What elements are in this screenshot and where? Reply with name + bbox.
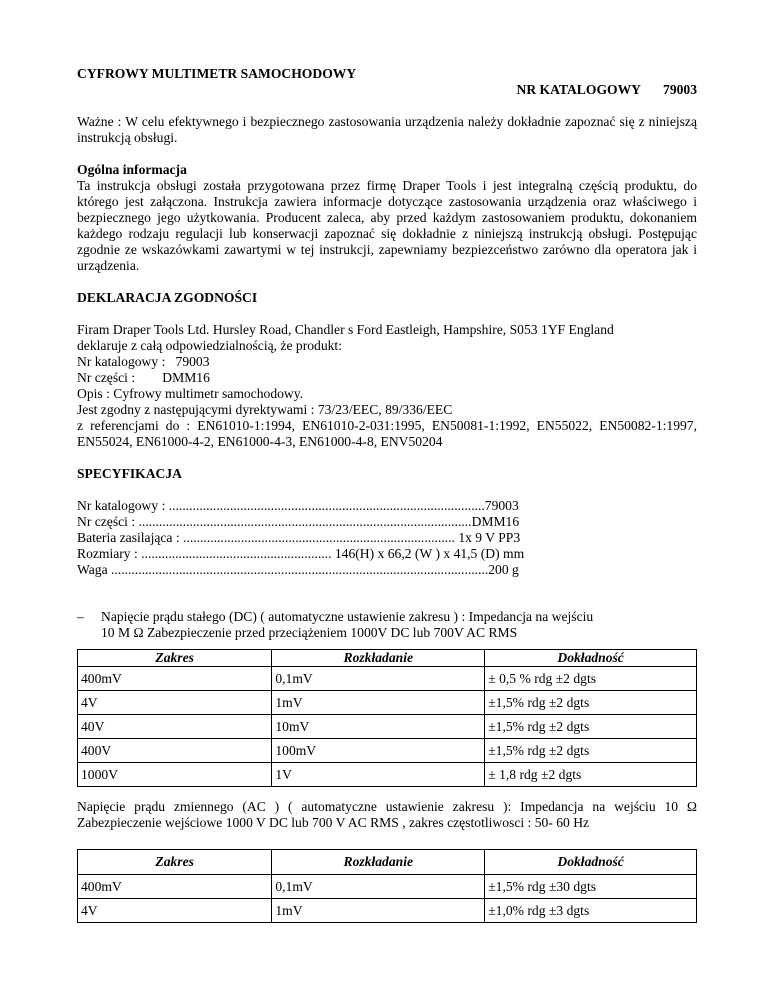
cell-accuracy: ±1,0% rdg ±3 dgts (485, 899, 697, 923)
cell-accuracy: ±1,5% rdg ±2 dgts (485, 739, 697, 763)
table-header-row (78, 650, 697, 667)
cell-accuracy: ± 1,8 rdg ±2 dgts (485, 763, 697, 787)
document-title: CYFROWY MULTIMETR SAMOCHODOWY (77, 66, 357, 81)
cell-range: 400mV (78, 875, 272, 899)
declaration-heading: DEKLARACJA ZGODNOŚCI (77, 290, 258, 305)
cell-resolution: 1mV (272, 899, 485, 923)
catalog-label: NR KATALOGOWY (516, 82, 642, 97)
general-text: Ta instrukcja obsługi została przygotowana przez firmę Draper Tools i jest integralną częścią produktu, do którego jest załączona. Instrukcja zawiera informacje dotyczące zastosowania urządzenia oraz właściwego i bezpiecznego jego użytkowania. Producent zaleca, aby przed każdym zastosowaniem produktu, dokonaniem każdego rodzaju regulacji lub konserwacji zapoznać się dokładnie z niniejszą instrukcją obsługi. Postępując zgodnie ze wskazówkami zawartymi w tej instrukcji, zapewniamy bezpiezceństwo zarówno dla operatora jak i urządzenia. (77, 178, 697, 273)
cell-accuracy: ± 0,5 % rdg ±2 dgts (485, 667, 697, 691)
cell-resolution: 10mV (272, 715, 485, 739)
spec-line: Rozmiary : ........................................................ 146(H) x 66,2 (W ) x 41,5 (D) mm (77, 546, 525, 561)
cell-resolution: 0,1mV (272, 667, 485, 691)
catalog-number: 79003 (663, 82, 697, 97)
header-resolution: Rozkładanie (272, 850, 485, 875)
table-header-row (78, 850, 697, 875)
cell-range: 4V (78, 691, 272, 715)
declaration-line: Firam Draper Tools Ltd. Hursley Road, Chandler s Ford Eastleigh, Hampshire, S053 1YF England (77, 322, 614, 337)
table-row (78, 875, 697, 899)
cell-resolution: 100mV (272, 739, 485, 763)
table-row (78, 763, 697, 787)
spec-line: Bateria zasilająca : ................................................................................ 1x 9 V PP3 (77, 530, 521, 545)
declaration-references: z referencjami do : EN61010-1:1994, EN61010-2-031:1995, EN50081-1:1992, EN55022, EN50082-1:1997, EN55024, EN61000-4-2, EN61000-4-3, EN61000-4-8, ENV50204 (77, 418, 697, 449)
document-body (77, 66, 697, 578)
cell-accuracy: ±1,5% rdg ±30 dgts (485, 875, 697, 899)
cell-resolution: 0,1mV (272, 875, 485, 899)
header-resolution: Rozkładanie (272, 650, 485, 667)
spec-heading: SPECYFIKACJA (77, 466, 182, 481)
cell-accuracy: ±1,5% rdg ±2 dgts (485, 691, 697, 715)
declaration-line: deklaruje z całą odpowiedzialnością, że produkt: (77, 338, 342, 353)
cell-range: 40V (78, 715, 272, 739)
header-range: Zakres (78, 850, 272, 875)
table-row (78, 691, 697, 715)
cell-range: 4V (78, 899, 272, 923)
declaration-line: Nr katalogowy : 79003 (77, 354, 210, 369)
dc-voltage-description (77, 609, 697, 641)
ac-voltage-description: Napięcie prądu zmiennego (AC ) ( automatyczne ustawienie zakresu ): Impedancja na wejściu 10 Ω Zabezpieczenie wejściowe 1000 V DC lub 700 V AC RMS , zakres częstotliwosci : 50- 60 Hz (77, 799, 697, 830)
dc-text-line: 10 M Ω Zabezpieczenie przed przeciążeniem 1000V DC lub 700V AC RMS (101, 625, 518, 640)
declaration-line: Jest zgodny z następującymi dyrektywami : 73/23/EEC, 89/336/EEC (77, 402, 453, 417)
important-note: Ważne : W celu efektywnego i bezpiecznego zastosowania urządzenia należy dokładnie zapoznać się z niniejszą instrukcją obsługi. (77, 114, 697, 145)
header-accuracy: Dokładność (485, 650, 697, 667)
header-range: Zakres (78, 650, 272, 667)
general-heading: Ogólna informacja (77, 162, 187, 177)
cell-range: 400V (78, 739, 272, 763)
declaration-line: Nr części : DMM16 (77, 370, 210, 385)
cell-resolution: 1V (272, 763, 485, 787)
ac-voltage-table (77, 849, 697, 923)
dc-text-line: Napięcie prądu stałego (DC) ( automatyczne ustawienie zakresu ) : Impedancja na wejściu (101, 609, 594, 624)
table-row (78, 715, 697, 739)
spec-line: Waga ...............................................................................................................200 g (77, 562, 519, 577)
catalog-number-line (77, 82, 697, 98)
declaration-line: Opis : Cyfrowy multimetr samochodowy. (77, 386, 304, 401)
table-row (78, 667, 697, 691)
cell-range: 1000V (78, 763, 272, 787)
list-bullet: – (77, 609, 84, 624)
cell-resolution: 1mV (272, 691, 485, 715)
header-accuracy: Dokładność (485, 850, 697, 875)
spec-line: Nr katalogowy : .............................................................................................79003 (77, 498, 519, 513)
table-row (78, 739, 697, 763)
cell-accuracy: ±1,5% rdg ±2 dgts (485, 715, 697, 739)
table-row (78, 899, 697, 923)
spec-line: Nr części : ..................................................................................................DMM16 (77, 514, 520, 529)
cell-range: 400mV (78, 667, 272, 691)
dc-voltage-table (77, 649, 697, 787)
